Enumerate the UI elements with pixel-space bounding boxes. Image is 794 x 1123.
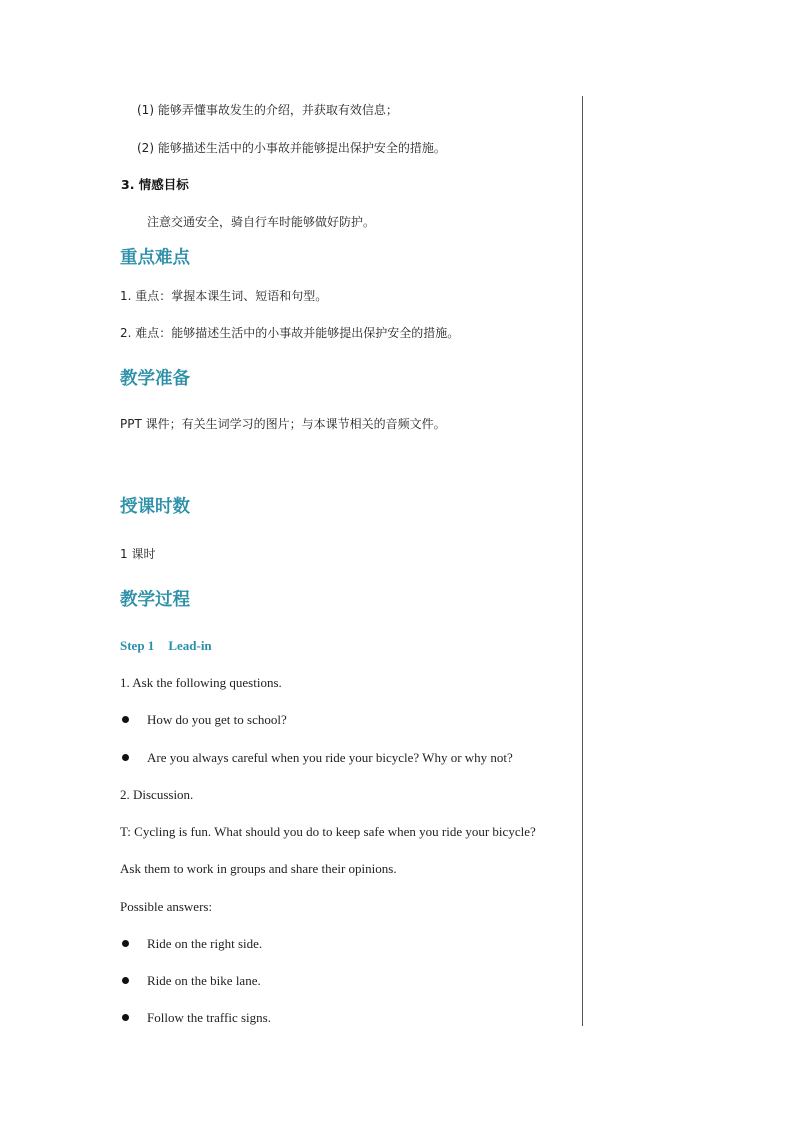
discussion-line: 2. Discussion. (120, 787, 194, 802)
margin-line (582, 96, 583, 1026)
teacher-line: T: Cycling is fun. What should you do to keep safe when you ride your bicycle? (120, 824, 536, 839)
key-point-1: 1. 重点：掌握本课生词、短语和句型。 (120, 289, 328, 303)
preparation-heading: 教学准备 (120, 369, 190, 389)
step-number: Step 1 (120, 638, 155, 653)
objective-item-1: (1) 能够弄懂事故发生的介绍，并获取有效信息； (137, 103, 398, 117)
bullet-icon (122, 940, 129, 947)
bullet-icon (122, 754, 129, 761)
answer-2: Ride on the bike lane. (147, 973, 261, 988)
possible-answers-label: Possible answers: (120, 899, 213, 914)
answer-1: Ride on the right side. (147, 936, 263, 951)
bullet-icon (122, 716, 129, 723)
question-2: Are you always careful when you ride your bicycle? Why or why not? (147, 750, 513, 765)
duration-heading: 授课时数 (120, 497, 190, 517)
ask-questions-line: 1. Ask the following questions. (120, 675, 282, 690)
group-work-line: Ask them to work in groups and share their opinions. (120, 861, 397, 876)
preparation-text: PPT 课件；有关生词学习的图片；与本课节相关的音频文件。 (120, 417, 446, 431)
step-1-title (120, 638, 212, 654)
key-points-heading: 重点难点 (120, 248, 190, 268)
duration-text: 1 课时 (120, 547, 156, 561)
bullet-icon (122, 1014, 129, 1021)
bullet-icon (122, 977, 129, 984)
objective-item-2: (2) 能够描述生活中的小事故并能够提出保护安全的措施。 (137, 141, 446, 155)
emotion-objective-text: 注意交通安全，骑自行车时能够做好防护。 (147, 215, 376, 229)
process-heading: 教学过程 (120, 590, 190, 610)
step-name: Lead-in (168, 638, 212, 653)
emotion-objective-heading: 3. 情感目标 (121, 177, 189, 192)
key-point-2: 2. 难点：能够描述生活中的小事故并能够提出保护安全的措施。 (120, 326, 460, 340)
question-1: How do you get to school? (147, 712, 287, 727)
answer-3: Follow the traffic signs. (147, 1010, 271, 1025)
